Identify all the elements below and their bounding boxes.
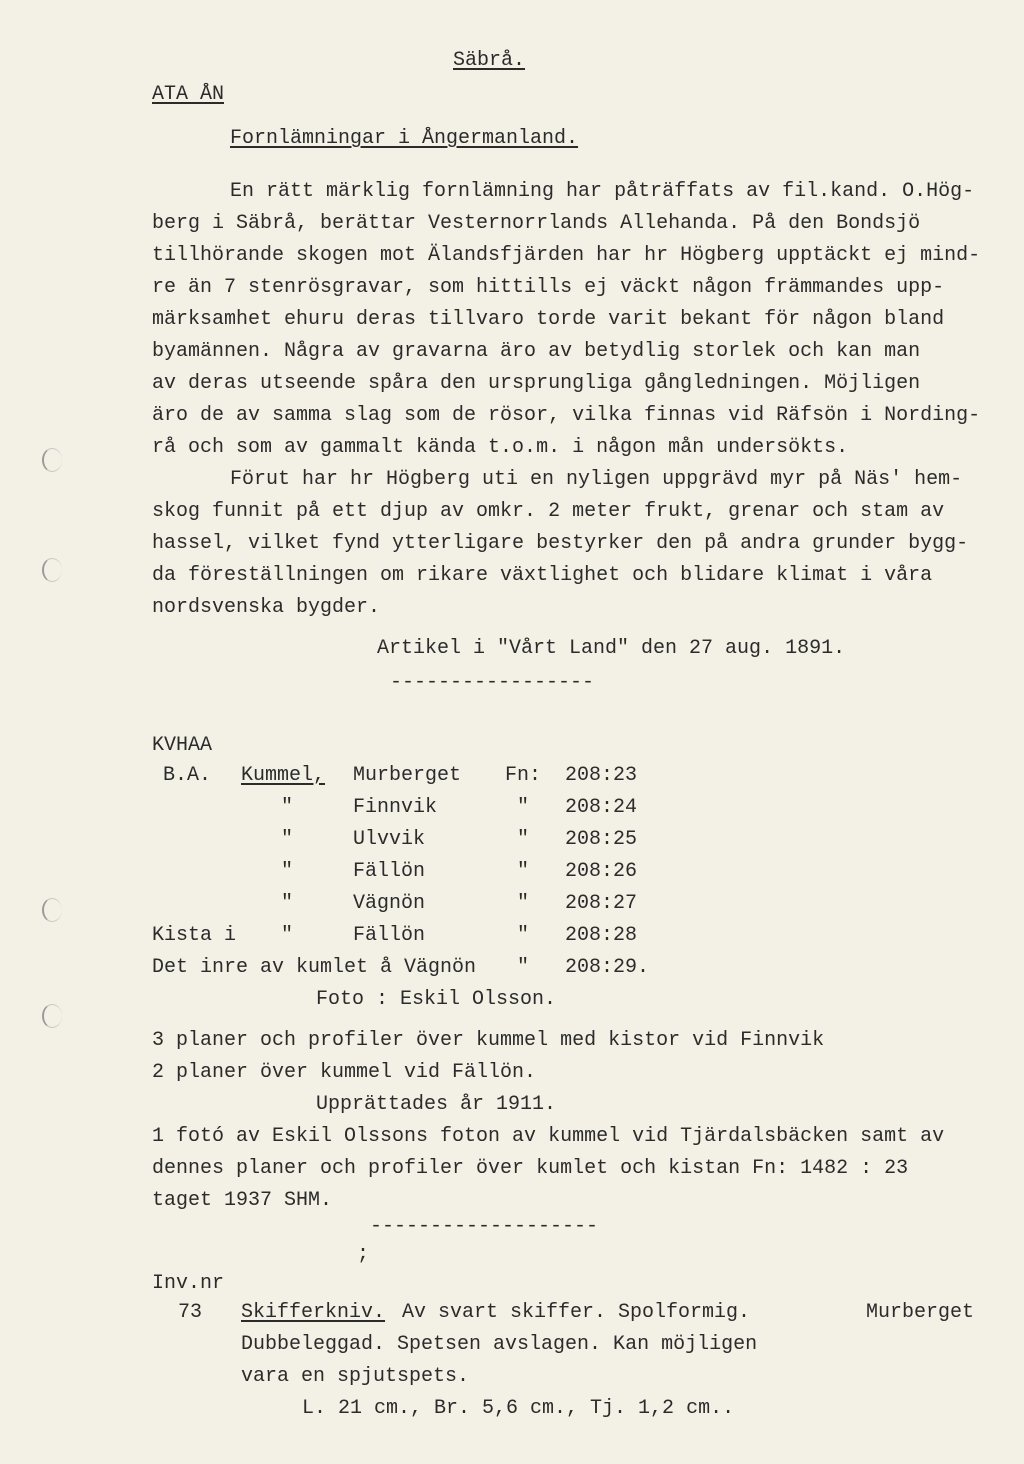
photo-credit: Foto : Eskil Olsson. bbox=[316, 988, 557, 1011]
kvhaa-place: Murberget bbox=[353, 764, 462, 787]
kvhaa-fn: " bbox=[517, 892, 530, 915]
article-line: re än 7 stenrösgravar, som hittills ej väckt någon främmandes upp- bbox=[152, 276, 945, 299]
photo-line: dennes planer och profiler över kumlet och kistan Fn: 1482 : 23 bbox=[152, 1157, 909, 1180]
punch-hole-mark bbox=[42, 558, 62, 582]
article-line: da föreställningen om rikare växtlighet och blidare klimat i våra bbox=[152, 564, 933, 587]
kvhaa-kind: " bbox=[281, 860, 294, 883]
kvhaa-place: Vägnön bbox=[353, 892, 426, 915]
kvhaa-prefix-text: Kista i bbox=[152, 924, 237, 947]
kvhaa-fn: " bbox=[517, 796, 530, 819]
kvhaa-fn: Fn: bbox=[505, 764, 542, 787]
stray-mark: ; bbox=[357, 1243, 370, 1266]
kvhaa-number: 208:24 bbox=[565, 796, 638, 819]
kvhaa-number: 208:27 bbox=[565, 892, 638, 915]
kvhaa-place: Fällön bbox=[353, 860, 426, 883]
inventory-dimensions: L. 21 cm., Br. 5,6 cm., Tj. 1,2 cm.. bbox=[302, 1397, 735, 1420]
separator-dashes: ----------------- bbox=[390, 671, 595, 694]
kvhaa-place: Fällön bbox=[353, 924, 426, 947]
kvhaa-heading: KVHAA bbox=[152, 734, 213, 757]
article-line: nordsvenska bygder. bbox=[152, 596, 381, 619]
kvhaa-place: Ulvvik bbox=[353, 828, 426, 851]
kvhaa-prefix: B.A. bbox=[163, 764, 212, 787]
article-line: skog funnit på ett djup av omkr. 2 meter frukt, grenar och stam av bbox=[152, 500, 945, 523]
article-line: En rätt märklig fornlämning har påträffats av fil.kand. O.Hög- bbox=[230, 180, 975, 203]
kvhaa-fn: " bbox=[517, 924, 530, 947]
plans-line: 2 planer över kummel vid Fällön. bbox=[152, 1061, 537, 1084]
article-line: rå och som av gammalt kända t.o.m. i någon mån undersökts. bbox=[152, 436, 849, 459]
plans-line: 3 planer och profiler över kummel med kistor vid Finnvik bbox=[152, 1029, 825, 1052]
kvhaa-number: 208:25 bbox=[565, 828, 638, 851]
article-line: äro de av samma slag som de rösor, vilka finnas vid Räfsön i Nording- bbox=[152, 404, 981, 427]
kvhaa-kind: " bbox=[281, 892, 294, 915]
article-line: av deras utseende spåra den ursprungliga gångledningen. Möjligen bbox=[152, 372, 921, 395]
kvhaa-number: 208:29. bbox=[565, 956, 650, 979]
article-line: berg i Säbrå, berättar Vesternorrlands Allehanda. På den Bondsjö bbox=[152, 212, 921, 235]
archive-code: ATA ÅN bbox=[152, 83, 225, 106]
plans-established: Upprättades år 1911. bbox=[316, 1093, 557, 1116]
punch-hole-mark bbox=[42, 1004, 62, 1028]
kvhaa-number: 208:28 bbox=[565, 924, 638, 947]
kvhaa-kind: " bbox=[281, 796, 294, 819]
inventory-description: Dubbeleggad. Spetsen avslagen. Kan möjligen bbox=[241, 1333, 758, 1356]
place-heading: Säbrå. bbox=[453, 49, 526, 72]
punch-hole-mark bbox=[42, 448, 62, 472]
inventory-heading: Inv.nr bbox=[152, 1272, 225, 1295]
kvhaa-fn: " bbox=[517, 860, 530, 883]
inventory-item: Skifferkniv. bbox=[241, 1301, 386, 1324]
article-line: Förut har hr Högberg uti en nyligen uppgrävd myr på Näs' hem- bbox=[230, 468, 963, 491]
article-line: hassel, vilket fynd ytterligare bestyrker den på andra grunder bygg- bbox=[152, 532, 969, 555]
inventory-description: Av svart skiffer. Spolformig. bbox=[402, 1301, 751, 1324]
punch-hole-mark bbox=[42, 898, 62, 922]
kvhaa-number: 208:26 bbox=[565, 860, 638, 883]
kvhaa-place: Finnvik bbox=[353, 796, 438, 819]
article-line: byamännen. Några av gravarna äro av betydlig storlek och kan man bbox=[152, 340, 921, 363]
kvhaa-number: 208:23 bbox=[565, 764, 638, 787]
document-title: Fornlämningar i Ångermanland. bbox=[230, 127, 579, 150]
kvhaa-fn: " bbox=[517, 828, 530, 851]
kvhaa-last-text: Det inre av kumlet å Vägnön bbox=[152, 956, 477, 979]
kvhaa-kind: " bbox=[281, 924, 294, 947]
article-source: Artikel i "Vårt Land" den 27 aug. 1891. bbox=[377, 637, 846, 660]
kvhaa-kind: Kummel, bbox=[241, 764, 326, 787]
photo-line: 1 fotó av Eskil Olssons foton av kummel vid Tjärdalsbäcken samt av bbox=[152, 1125, 945, 1148]
kvhaa-kind: " bbox=[281, 828, 294, 851]
article-line: märksamhet ehuru deras tillvaro torde varit bekant för någon bland bbox=[152, 308, 945, 331]
photo-line: taget 1937 SHM. bbox=[152, 1189, 333, 1212]
separator-dashes: ------------------- bbox=[370, 1215, 599, 1238]
inventory-place: Murberget bbox=[866, 1301, 975, 1324]
inventory-number: 73 bbox=[178, 1301, 203, 1324]
inventory-description: vara en spjutspets. bbox=[241, 1365, 470, 1388]
article-line: tillhörande skogen mot Älandsfjärden har hr Högberg upptäckt ej mind- bbox=[152, 244, 981, 267]
kvhaa-fn: " bbox=[517, 956, 530, 979]
